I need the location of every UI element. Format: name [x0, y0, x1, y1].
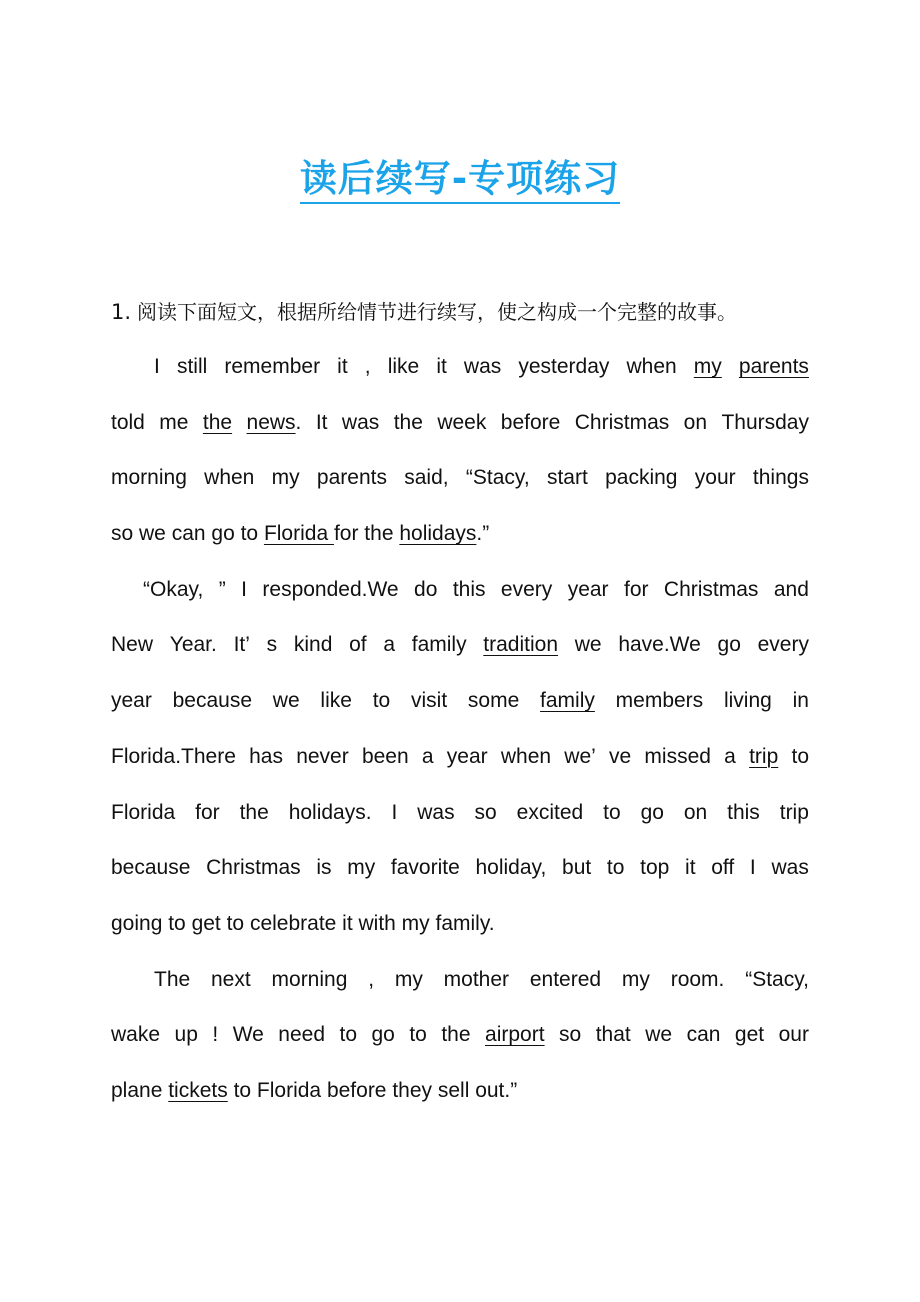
- passage-line: [111, 450, 809, 506]
- word: a: [383, 633, 396, 657]
- passage-line: [111, 840, 809, 896]
- word: It’: [233, 633, 250, 657]
- word: ,: [364, 355, 371, 378]
- word: packing: [605, 466, 678, 490]
- word: in: [792, 689, 809, 713]
- word: because: [172, 689, 253, 713]
- word: start: [546, 466, 588, 490]
- word: news.: [246, 410, 302, 434]
- word: to: [409, 1023, 427, 1047]
- word: I: [749, 856, 756, 880]
- word: never: [296, 744, 349, 768]
- passage-line: [111, 1007, 809, 1063]
- word: I: [154, 355, 160, 378]
- word: family: [411, 633, 467, 657]
- passage-line: [111, 896, 809, 952]
- passage-line: [111, 506, 809, 562]
- word: was: [771, 856, 809, 880]
- word: morning: [111, 466, 187, 490]
- word: Christmas: [663, 577, 759, 601]
- instruction-text: 阅读下面短文，根据所给情节进行续写，使之构成一个完整的故事。: [137, 300, 738, 324]
- word: year: [567, 577, 609, 601]
- word: on: [683, 410, 708, 434]
- word: can: [686, 1023, 721, 1047]
- word: so: [474, 800, 497, 824]
- word: members: [615, 689, 704, 713]
- word: s: [266, 633, 278, 657]
- word: my: [347, 856, 376, 880]
- word: entered: [529, 967, 602, 991]
- word: holiday,: [475, 856, 547, 880]
- word: Year.: [169, 633, 217, 657]
- word: Thursday: [721, 410, 809, 434]
- word: The: [154, 967, 191, 991]
- word: because: [111, 856, 191, 880]
- underlined-keyword: Florida: [263, 522, 334, 546]
- word: but: [562, 856, 592, 880]
- text-segment: for the: [333, 522, 400, 546]
- word: and: [773, 577, 809, 601]
- word: mother: [443, 967, 510, 991]
- word: to: [372, 689, 391, 713]
- word: favorite: [390, 856, 460, 880]
- text-segment: going to get to celebrate it with my family.: [111, 911, 495, 935]
- word: when: [626, 355, 677, 378]
- word: trip: [749, 744, 779, 768]
- word: it: [436, 355, 447, 378]
- word: of: [349, 633, 367, 657]
- word: that: [595, 1023, 631, 1047]
- word: visit: [410, 689, 448, 713]
- word: get: [734, 1023, 765, 1047]
- word: before: [500, 410, 561, 434]
- word: the: [239, 800, 269, 824]
- word: up: [174, 1023, 198, 1047]
- underlined-keyword: tickets: [168, 1078, 228, 1102]
- word: Florida.There: [111, 744, 236, 768]
- word: have.We: [618, 633, 701, 657]
- word: the: [393, 410, 423, 434]
- title-text: 读后续写-专项练习: [300, 157, 620, 204]
- passage-line: [111, 729, 809, 785]
- question-number: 1.: [111, 300, 132, 324]
- word: your: [694, 466, 736, 490]
- word: family: [540, 689, 595, 713]
- word: “Stacy,: [465, 466, 530, 490]
- word: it: [337, 355, 348, 378]
- word: ,: [368, 967, 375, 991]
- word: we: [574, 633, 602, 657]
- text-segment: so we can go to: [111, 522, 264, 546]
- underlined-keyword: holidays: [399, 522, 477, 546]
- word: remember: [224, 355, 321, 378]
- word: this: [727, 800, 760, 824]
- text-segment: .”: [476, 522, 490, 546]
- word: my: [394, 967, 423, 991]
- passage-line: [111, 1063, 809, 1119]
- word: my: [271, 466, 300, 490]
- word: was: [341, 410, 380, 434]
- word: the: [441, 1023, 471, 1047]
- word: ve: [609, 744, 632, 768]
- word: living: [723, 689, 772, 713]
- word: parents: [738, 355, 809, 378]
- word: “Okay,: [143, 577, 204, 601]
- question-instruction: [111, 296, 737, 325]
- word: my: [693, 355, 722, 378]
- word: still: [176, 355, 208, 378]
- word: !: [212, 1023, 219, 1047]
- text-segment: plane: [111, 1078, 169, 1102]
- passage-line: [111, 562, 809, 618]
- word: has: [249, 744, 283, 768]
- word: go: [371, 1023, 395, 1047]
- word: next: [211, 967, 251, 991]
- word: do: [414, 577, 438, 601]
- word: missed: [644, 744, 711, 768]
- word: for: [623, 577, 649, 601]
- document-title: [0, 148, 920, 202]
- word: to: [603, 800, 621, 824]
- word: every: [757, 633, 809, 657]
- word: go: [640, 800, 664, 824]
- word: airport: [485, 1023, 545, 1047]
- word: it: [685, 856, 696, 880]
- word: a: [724, 744, 736, 768]
- word: yesterday: [518, 355, 610, 378]
- word: like: [387, 355, 420, 378]
- word: the: [202, 410, 233, 434]
- word: was: [463, 355, 502, 378]
- word: so: [559, 1023, 582, 1047]
- word: every: [500, 577, 553, 601]
- word: wake: [111, 1023, 161, 1047]
- passage-line: [111, 952, 809, 1008]
- word: when: [500, 744, 552, 768]
- passage-line: [111, 395, 809, 451]
- word: tradition: [483, 633, 559, 657]
- word: year: [111, 689, 152, 713]
- word: when: [204, 466, 255, 490]
- word: me: [159, 410, 189, 434]
- word: Christmas: [206, 856, 301, 880]
- word: parents: [316, 466, 387, 490]
- word: holidays.: [288, 800, 372, 824]
- word: Florida: [111, 800, 176, 824]
- word: go: [717, 633, 741, 657]
- word: I: [391, 800, 398, 824]
- word: off: [711, 856, 735, 880]
- word: “Stacy,: [745, 967, 809, 991]
- word: is: [316, 856, 332, 880]
- word: room.: [670, 967, 725, 991]
- passage: [111, 339, 809, 1119]
- word: for: [195, 800, 220, 824]
- word: trip: [779, 800, 809, 824]
- word: been: [361, 744, 409, 768]
- word: year: [446, 744, 488, 768]
- word: told: [111, 410, 145, 434]
- word: we: [645, 1023, 673, 1047]
- word: to: [339, 1023, 358, 1047]
- word: we: [272, 689, 300, 713]
- word: ”: [218, 577, 226, 601]
- passage-line: [111, 339, 809, 395]
- word: this: [452, 577, 486, 601]
- word: a: [421, 744, 434, 768]
- word: top: [640, 856, 670, 880]
- passage-line: [111, 785, 809, 841]
- word: to: [606, 856, 625, 880]
- word: We: [232, 1023, 264, 1047]
- word: Christmas: [574, 410, 670, 434]
- word: my: [621, 967, 650, 991]
- text-segment: to Florida before they sell out.”: [227, 1078, 518, 1102]
- word: need: [278, 1023, 326, 1047]
- word: I: [241, 577, 247, 601]
- word: some: [467, 689, 520, 713]
- word: week: [437, 410, 487, 434]
- word: said,: [404, 466, 449, 490]
- word: It: [315, 410, 328, 434]
- word: to: [791, 744, 809, 768]
- word: we’: [564, 744, 596, 768]
- word: morning: [271, 967, 348, 991]
- word: kind: [293, 633, 333, 657]
- word: was: [417, 800, 455, 824]
- word: responded.We: [262, 577, 399, 601]
- word: our: [778, 1023, 809, 1047]
- passage-line: [111, 673, 809, 729]
- passage-line: [111, 617, 809, 673]
- word: on: [683, 800, 708, 824]
- word: things: [752, 466, 809, 490]
- word: excited: [516, 800, 584, 824]
- word: New: [111, 633, 154, 657]
- word: like: [320, 689, 352, 713]
